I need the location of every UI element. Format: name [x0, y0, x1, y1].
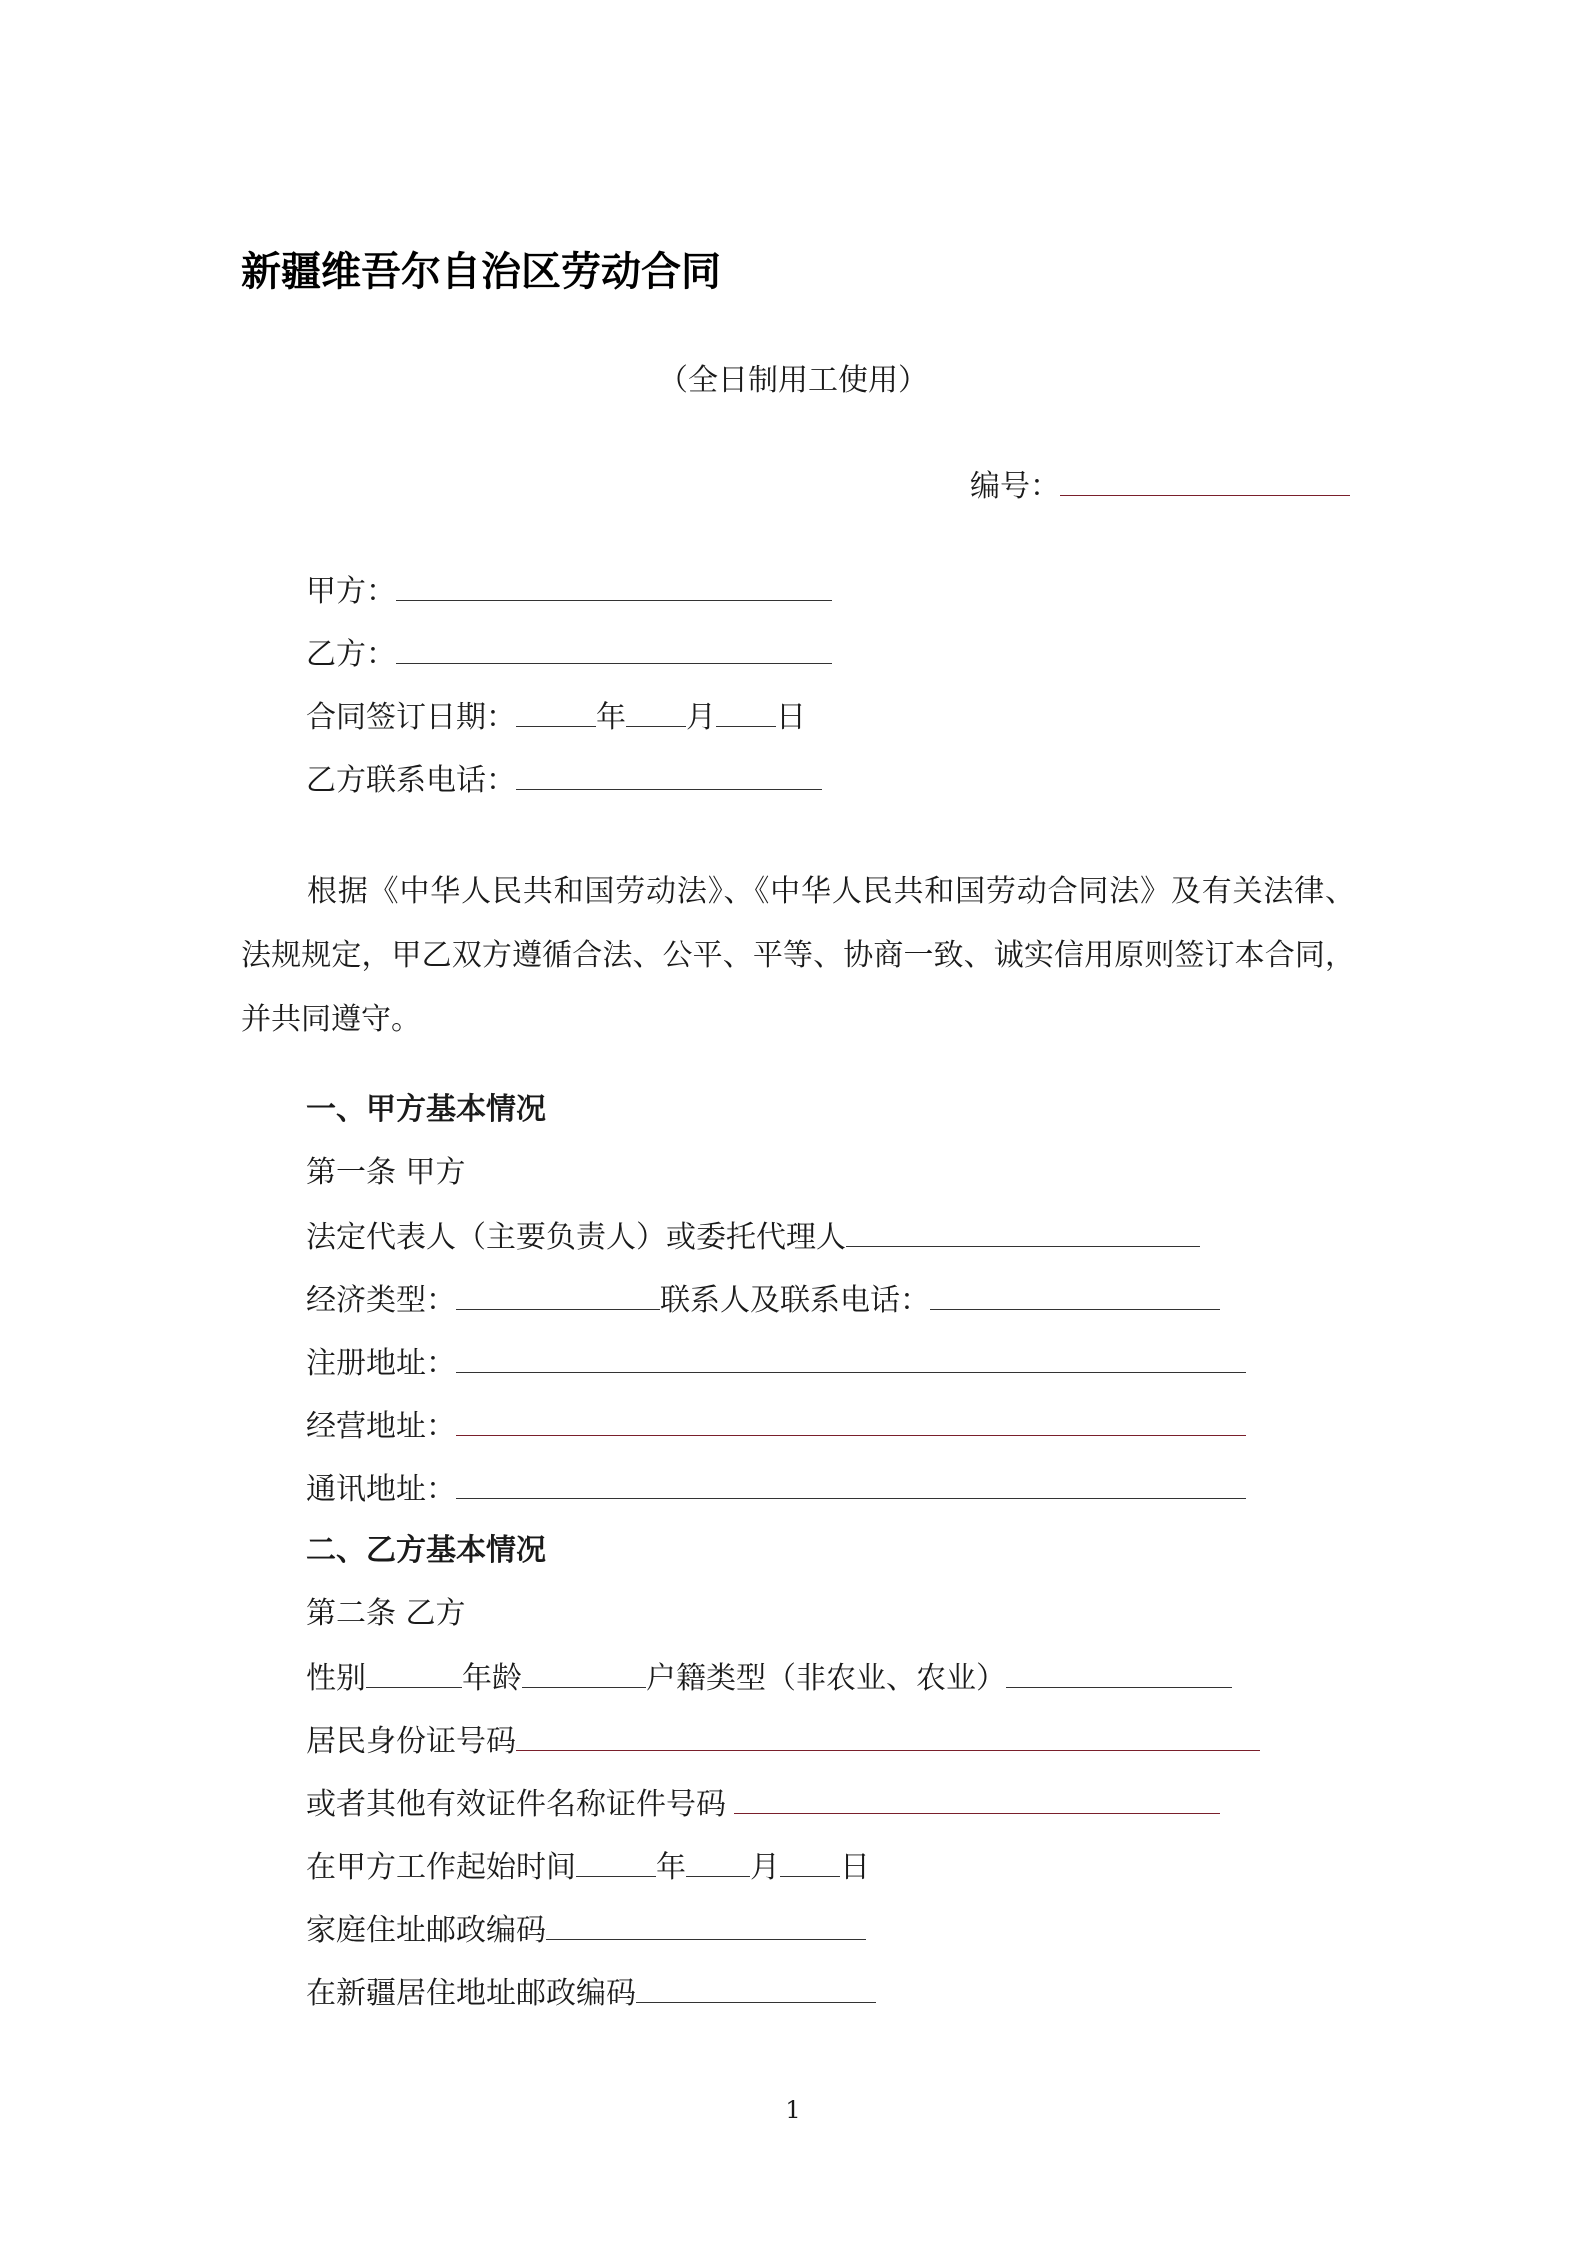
day-label: 日 [776, 700, 806, 735]
contact-field[interactable] [930, 1279, 1220, 1310]
legal-rep-label: 法定代表人（主要负责人）或委托代理人 [306, 1220, 846, 1255]
start-year-field[interactable] [576, 1846, 656, 1877]
start-time-label: 在甲方工作起始时间 [306, 1850, 576, 1885]
page-number: 1 [785, 2096, 801, 2124]
start-month-field[interactable] [686, 1846, 750, 1877]
other-id-row [306, 1783, 1220, 1823]
page-subtitle: （全日制用工使用） [658, 363, 928, 398]
preamble-paragraph: 根据《中华人民共和国劳动法》、《中华人民共和国劳动合同法》及有关法律、法规规定，甲乙双方遵循合法、公平、平等、协商一致、诚实信用原则签订本合同，并共同遵守。 [241, 874, 1355, 1037]
sign-date-label: 合同签订日期： [306, 700, 516, 735]
home-zip-row [306, 1909, 866, 1949]
gender-label: 性别 [306, 1661, 366, 1696]
home-zip-label: 家庭住址邮政编码 [306, 1913, 546, 1948]
party-a-row [306, 570, 832, 610]
other-id-label: 或者其他有效证件名称证件号码 [306, 1787, 726, 1822]
id-no-field[interactable] [516, 1720, 1260, 1751]
party-b-phone-field[interactable] [516, 759, 822, 790]
legal-rep-row [306, 1216, 1200, 1256]
home-zip-field[interactable] [546, 1909, 866, 1940]
gender-field[interactable] [366, 1657, 462, 1688]
xj-zip-row [306, 1972, 876, 2012]
start-year-label: 年 [656, 1850, 686, 1885]
age-field[interactable] [522, 1657, 646, 1688]
id-no-label: 居民身份证号码 [306, 1724, 516, 1759]
article-2: 第二条 乙方 [306, 1596, 466, 1631]
hukou-label: 户籍类型（非农业、农业） [646, 1661, 1006, 1696]
month-label: 月 [686, 700, 716, 735]
age-label: 年龄 [462, 1661, 522, 1696]
article-1: 第一条 甲方 [306, 1155, 466, 1190]
xj-zip-field[interactable] [636, 1972, 876, 2003]
sign-date-row [306, 696, 806, 736]
start-day-label: 日 [840, 1850, 870, 1885]
section-2-heading: 二、乙方基本情况 [306, 1533, 546, 1568]
econ-type-row [306, 1279, 1220, 1319]
legal-rep-field[interactable] [846, 1216, 1200, 1247]
other-id-field[interactable] [734, 1783, 1220, 1814]
mail-addr-field[interactable] [456, 1468, 1246, 1499]
party-b-field[interactable] [396, 633, 832, 664]
sign-month-field[interactable] [626, 696, 686, 727]
sign-year-field[interactable] [516, 696, 596, 727]
mail-addr-label: 通讯地址： [306, 1472, 456, 1507]
sign-day-field[interactable] [716, 696, 776, 727]
id-no-row [306, 1720, 1260, 1760]
contract-number-label: 编号： [970, 469, 1060, 504]
gender-age-row [306, 1657, 1232, 1697]
reg-addr-field[interactable] [456, 1342, 1246, 1373]
xj-zip-label: 在新疆居住地址邮政编码 [306, 1976, 636, 2011]
reg-addr-row [306, 1342, 1246, 1382]
party-a-label: 甲方： [306, 574, 396, 609]
biz-addr-field[interactable] [456, 1405, 1246, 1436]
year-label: 年 [596, 700, 626, 735]
start-day-field[interactable] [780, 1846, 840, 1877]
party-a-field[interactable] [396, 570, 832, 601]
biz-addr-row [306, 1405, 1246, 1445]
econ-type-field[interactable] [456, 1279, 660, 1310]
biz-addr-label: 经营地址： [306, 1409, 456, 1444]
contract-number-field[interactable] [1060, 465, 1350, 496]
contract-number-row [970, 465, 1350, 505]
econ-type-label: 经济类型： [306, 1283, 456, 1318]
mail-addr-row [306, 1468, 1246, 1508]
start-month-label: 月 [750, 1850, 780, 1885]
contact-label: 联系人及联系电话： [660, 1283, 930, 1318]
start-time-row [306, 1846, 870, 1886]
party-b-phone-label: 乙方联系电话： [306, 763, 516, 798]
hukou-field[interactable] [1006, 1657, 1232, 1688]
party-b-row [306, 633, 832, 673]
section-1-heading: 一、甲方基本情况 [306, 1092, 546, 1127]
party-b-phone-row [306, 759, 822, 799]
reg-addr-label: 注册地址： [306, 1346, 456, 1381]
party-b-label: 乙方： [306, 637, 396, 672]
page-title: 新疆维吾尔自治区劳动合同 [241, 249, 721, 295]
